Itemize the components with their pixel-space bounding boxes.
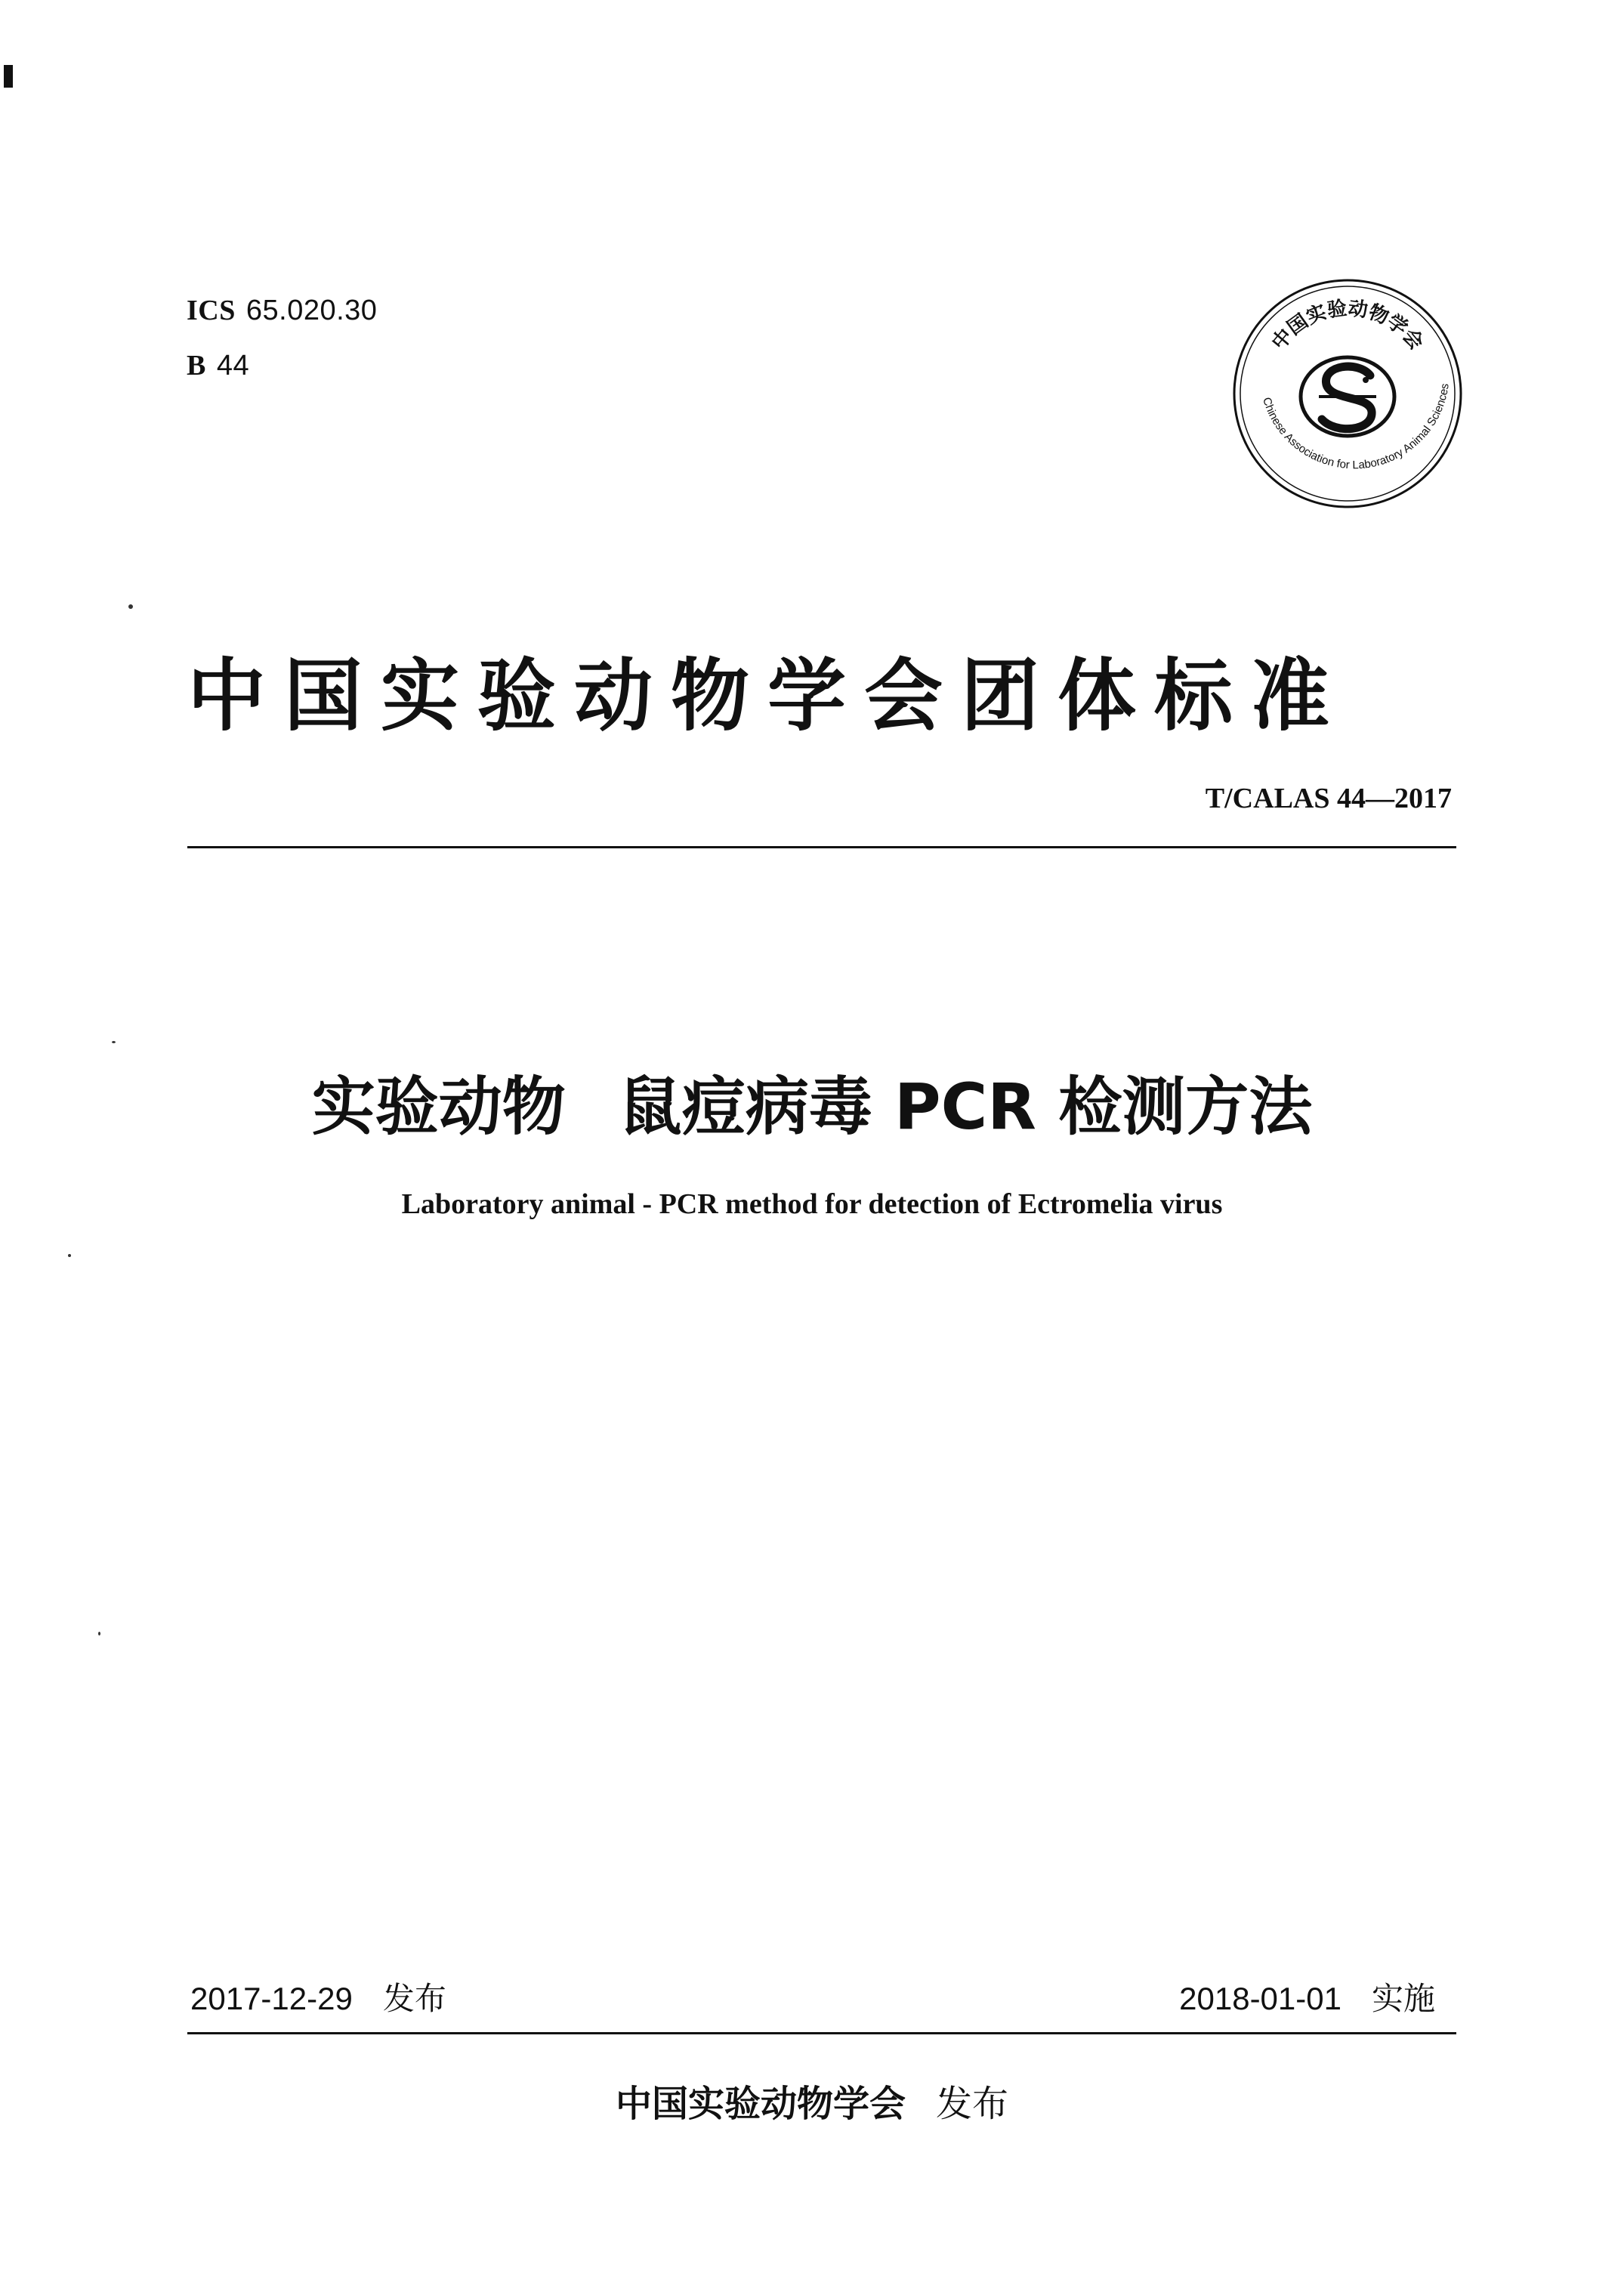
header-divider: [187, 846, 1456, 848]
seal-text-en: Chinese Association for Laboratory Animal Sciences: [1260, 382, 1452, 472]
document-title-english: Laboratory animal - PCR method for detection of Ectromelia virus: [401, 1188, 1223, 1220]
issue-date: 2017-12-29: [190, 1981, 353, 2016]
scan-speck: [98, 1632, 100, 1636]
scan-speck: [112, 1041, 116, 1043]
ccs-code: [187, 348, 377, 383]
document-title: [0, 1065, 1624, 1148]
classification-codes: [187, 293, 377, 383]
ics-value: 65.020.30: [245, 295, 378, 326]
footer-divider: [187, 2032, 1456, 2034]
publisher-line: [0, 2081, 1624, 2127]
scan-artifact-mark: [4, 65, 13, 88]
association-seal-icon: [1230, 276, 1465, 511]
implement-label: 实施: [1371, 1980, 1435, 2017]
scan-speck: [128, 604, 133, 609]
issue-date-block: [190, 1979, 446, 2019]
publisher-name: 中国实验动物学会: [615, 2083, 906, 2125]
issue-label: 发布: [382, 1980, 446, 2017]
ccs-value: 44: [216, 350, 250, 381]
ccs-label: B: [187, 350, 206, 381]
implement-date-block: [1179, 1979, 1435, 2019]
standard-number: T/CALAS 44—2017: [1205, 783, 1452, 814]
document-title-part1: 实验动物: [311, 1070, 566, 1144]
ics-label: ICS: [187, 295, 236, 326]
seal-text-cn: 中国实验动物学会: [1267, 297, 1428, 354]
ics-code: [187, 293, 377, 328]
standard-series-title: 中国实验动物学会团体标准: [187, 650, 1348, 742]
document-title-part2: 鼠痘病毒 PCR 检测方法: [618, 1070, 1313, 1144]
publish-action: 发布: [936, 2083, 1009, 2125]
implement-date: 2018-01-01: [1179, 1981, 1341, 2016]
scan-speck: [68, 1254, 71, 1257]
